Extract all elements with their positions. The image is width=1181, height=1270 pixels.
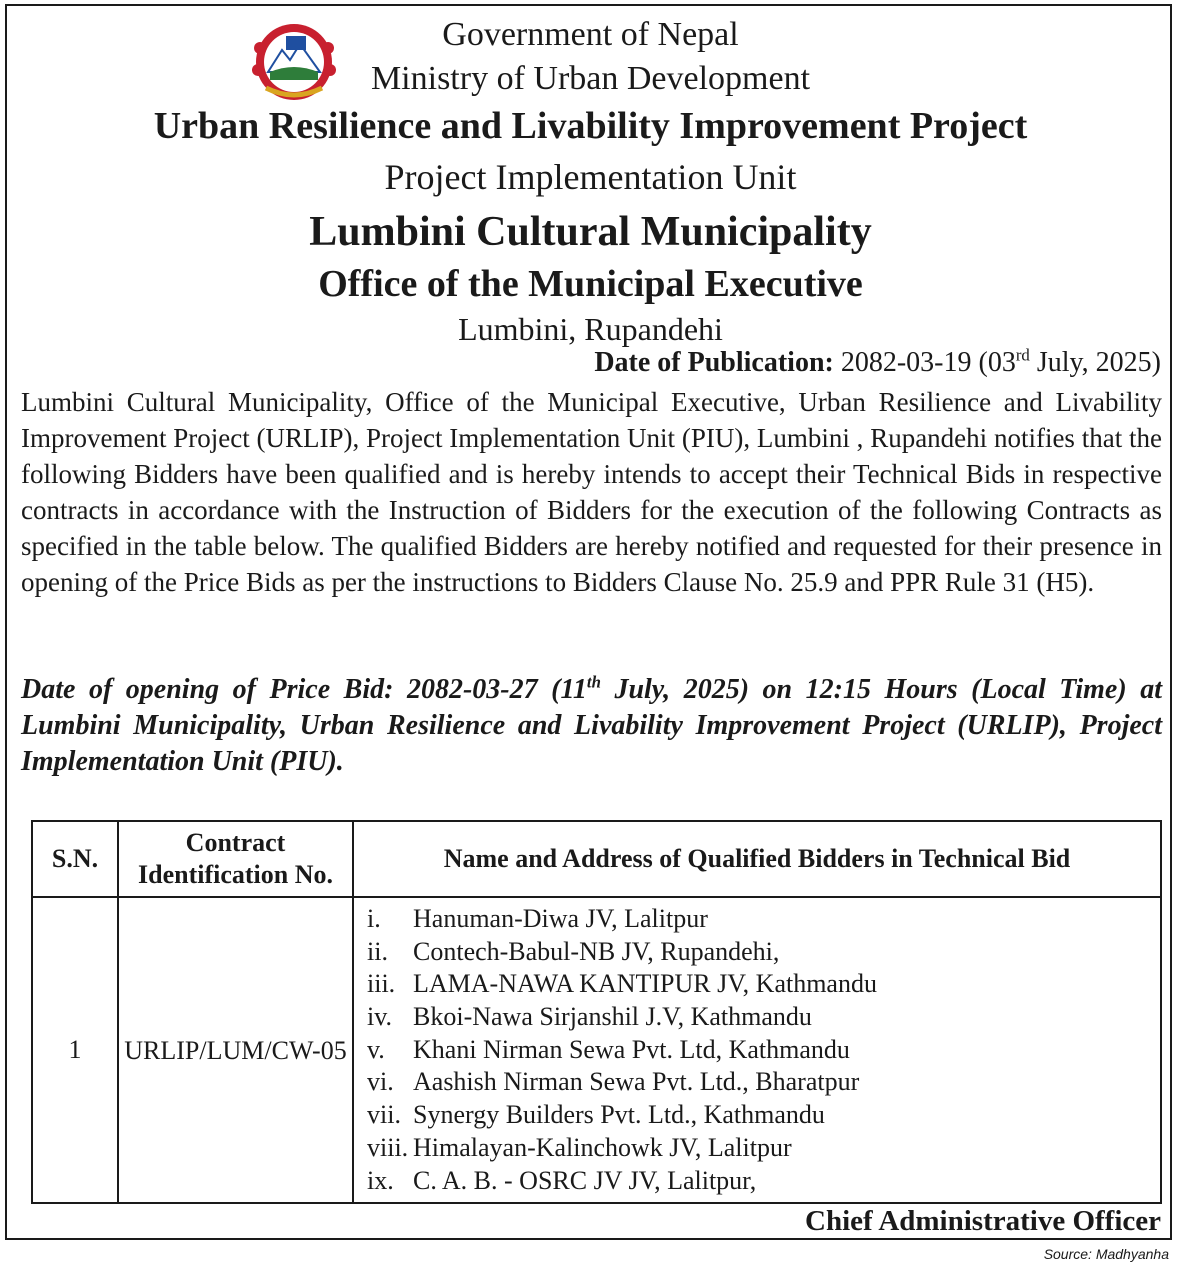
bidder-number: iii. — [367, 969, 396, 999]
list-item — [367, 1099, 1159, 1132]
bidder-number: i. — [367, 904, 381, 933]
bidder-name: Hanuman-Diwa JV, Lalitpur — [413, 904, 708, 933]
cell-contract-id: URLIP/LUM/CW-05 — [118, 897, 353, 1203]
publication-date-ad-sup: rd — [1015, 345, 1030, 365]
location-line: Lumbini, Rupandehi — [458, 311, 723, 347]
bidder-name: Khani Nirman Sewa Pvt. Ltd, Kathmandu — [413, 1034, 850, 1064]
bidder-number: ix. — [367, 1165, 394, 1195]
list-item — [367, 1066, 1159, 1099]
cell-sn: 1 — [32, 897, 118, 1203]
bidder-name: Synergy Builders Pvt. Ltd., Kathmandu — [413, 1100, 825, 1130]
bidder-number: viii. — [367, 1132, 409, 1162]
bidder-number: vii. — [367, 1100, 401, 1130]
header-contract-id: Contract Identification No. — [118, 821, 353, 897]
publication-date-ad-suffix: July, 2025) — [1029, 347, 1161, 378]
publication-label: Date of Publication: — [594, 347, 834, 378]
qualified-bidders-table — [31, 820, 1162, 1204]
header-bidders: Name and Address of Qualified Bidders in Technical Bid — [353, 821, 1161, 897]
bidder-name: Aashish Nirman Sewa Pvt. Ltd., Bharatpur — [413, 1067, 860, 1097]
bidder-number: vi. — [367, 1067, 394, 1097]
source-credit: Source: Madhyanha — [1043, 1246, 1169, 1262]
publication-date-ad-prefix: (03 — [978, 347, 1016, 378]
list-item — [367, 936, 1159, 969]
bidder-number: v. — [367, 1034, 385, 1064]
opening-sup: th — [586, 672, 601, 692]
list-item — [367, 903, 1159, 936]
opening-part1: Date of opening of Price Bid: 2082-03-27 (11 — [21, 674, 587, 705]
notice-body: Lumbini Cultural Municipality, Office of the Municipal Executive, Urban Resilience and Livability Improvement Project (URLIP), Project Implementation Unit (PIU), Lumbini , Rupandehi notifies that the following Bidders have been qualified and is hereby intends to accept their Technical Bids in respective contracts in accordance with the Instruction of Bidders for the execution of the following Contracts as specified in the table below. The qualified Bidders are hereby notified and requested for their presence in opening of the Price Bids as per the instructions to Bidders Clause No. 25.9 and PPR Rule 31 (H5). — [21, 387, 1162, 597]
municipality-title: Lumbini Cultural Municipality — [309, 209, 872, 255]
header-sn: S.N. — [32, 821, 118, 897]
ministry-line: Ministry of Urban Development — [370, 60, 811, 97]
list-item — [367, 1034, 1159, 1067]
table-header-row — [32, 821, 1161, 897]
unit-line: Project Implementation Unit — [384, 157, 797, 197]
publication-date — [594, 347, 1161, 379]
list-item — [367, 1165, 1159, 1198]
list-item — [367, 1001, 1159, 1034]
table-row — [32, 897, 1161, 1203]
list-item — [367, 1132, 1159, 1165]
bidder-number: ii. — [367, 936, 388, 966]
bidder-name: C. A. B. - OSRC JV JV, Lalitpur, — [413, 1165, 757, 1195]
government-line: Government of Nepal — [442, 16, 739, 53]
opening-part2: July, 2025) on 12:15 Hours (Local Time) at Lumbini Municipality, Urban Resilience and Livability Improvement Project (URLIP), Project Implementation Unit (PIU). — [21, 674, 1162, 777]
cell-bidders — [353, 897, 1161, 1203]
bidder-name: Himalayan-Kalinchowk JV, Lalitpur — [413, 1132, 792, 1162]
bidder-name: Contech-Babul-NB JV, Rupandehi, — [413, 936, 780, 966]
bidder-name: Bkoi-Nawa Sirjanshil J.V, Kathmandu — [413, 1002, 812, 1032]
list-item — [367, 968, 1159, 1001]
bidder-list — [355, 899, 1159, 1201]
price-bid-opening-notice — [21, 672, 1162, 780]
publication-date-bs: 2082-03-19 — [840, 347, 972, 378]
bidder-number: iv. — [367, 1002, 393, 1032]
office-title: Office of the Municipal Executive — [318, 263, 863, 305]
signature-title: Chief Administrative Officer — [805, 1205, 1161, 1237]
project-title: Urban Resilience and Livability Improvement Project — [153, 105, 1028, 147]
bidder-name: LAMA-NAWA KANTIPUR JV, Kathmandu — [413, 969, 877, 999]
